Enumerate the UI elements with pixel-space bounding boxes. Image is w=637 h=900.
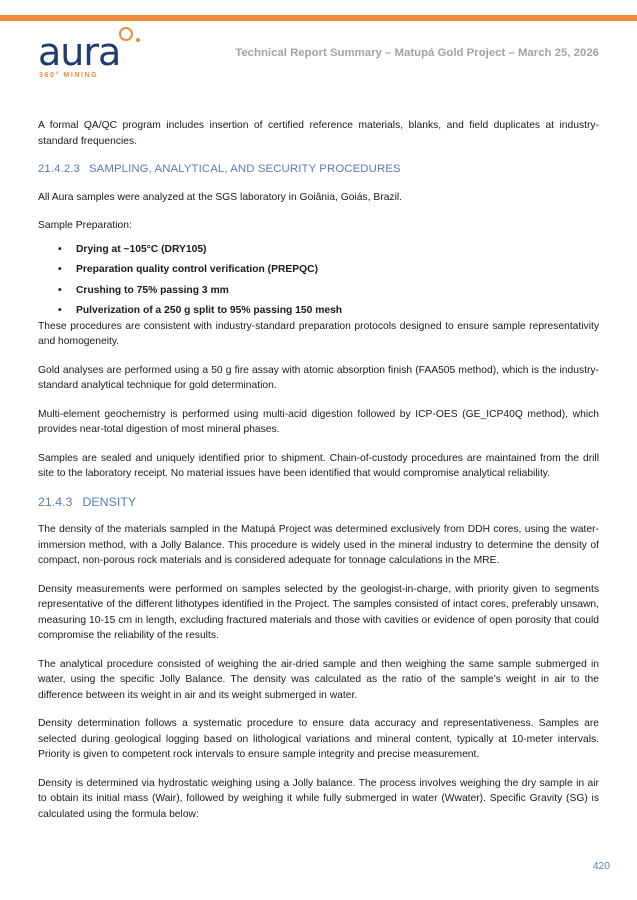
page-number: 420 xyxy=(592,861,610,872)
logo-wordmark: aura xyxy=(38,30,121,74)
header-accent-bar xyxy=(0,15,637,21)
density-paragraph-2: Density measurements were performed on samples selected by the geologist-in-charge, with priority given to segments representative of the different lithotypes identified in the Project. The samples consisted of intact cores, preferably unsawn, measuring 10-15 cm in length, excluding fractured materials and those with cavities or evidence of open porosity that could compromise the reliability of the results. xyxy=(38,583,599,641)
list-item: • Drying at ~105°C (DRY105) xyxy=(58,242,599,258)
sgs-paragraph: All Aura samples were analyzed at the SGS laboratory in Goiânia, Goiás, Brazil. xyxy=(38,191,403,203)
report-header-title: Technical Report Summary – Matupá Gold Project – March 25, 2026 xyxy=(235,47,599,59)
multi-element-paragraph: Multi-element geochemistry is performed using multi-acid digestion followed by ICP-OES (GE_ICP40Q method), which provides near-total digestion of most mineral phases. xyxy=(38,408,599,435)
section-title: SAMPLING, ANALYTICAL, AND SECURITY PROCEDURES xyxy=(88,163,401,175)
density-paragraph-5: Density is determined via hydrostatic weighing using a Jolly balance. The process involves weighing the dry sample in air to obtain its initial mass (Wair), followed by weighing it while fully submerged in water (Wwater). Specific Gravity (SG) is calculated using the formula below: xyxy=(38,777,599,820)
density-paragraph-3: The analytical procedure consisted of weighing the air-dried sample and then weighing the same sample submerged in water, using the specific Jolly Balance. The density was calculated as the ratio of the sample’s weight in air to the difference between its weight in air and its weight submerged in water. xyxy=(38,658,599,701)
logo-ring-icon xyxy=(119,27,133,41)
section-title: DENSITY xyxy=(82,494,137,509)
section-heading-density xyxy=(38,495,599,511)
chain-of-custody-paragraph: Samples are sealed and uniquely identified prior to shipment. Chain-of-custody procedures are maintained from the drill site to the laboratory receipt. No material issues have been identified that would compromise analytical reliability. xyxy=(38,452,599,479)
section-number: 21.4.2.3 xyxy=(38,163,80,175)
sample-preparation-label: Sample Preparation: xyxy=(38,220,132,231)
consistency-paragraph: These procedures are consistent with industry-standard preparation protocols designed to ensure sample representativity and homogeneity. xyxy=(38,320,599,347)
density-paragraph-1: The density of the materials sampled in the Matupá Project was determined exclusively from DDH cores, using the water-immersion method, with a Jolly Balance. This procedure is widely used in the mineral industry to determine the density of compact, non-porous rock materials and is considered adequate for tonnage calculations in the MRE. xyxy=(38,524,599,566)
section-number: 21.4.3 xyxy=(38,494,73,509)
list-item: • Pulverization of a 250 g split to 95% passing 150 mesh xyxy=(58,303,599,319)
gold-analysis-paragraph: Gold analyses are performed using a 50 g fire assay with atomic absorption finish (FAA505 method), which is the industry-standard analytical technique for gold determination. xyxy=(38,364,599,391)
logo-tagline: 360° MINING xyxy=(39,72,99,79)
density-paragraph-4: Density determination follows a systematic procedure to ensure data accuracy and representativeness. Samples are selected during geological logging based on lithological variations and mineral content, typically at 10-meter intervals. Priority is given to competent rock intervals to ensure sample integrity and precise measurement. xyxy=(38,718,599,760)
page-content xyxy=(38,118,599,835)
qaqc-paragraph: A formal QA/QC program includes insertion of certified reference materials, blanks, and field duplicates at industry-standard frequencies. xyxy=(38,120,599,147)
section-heading-sampling xyxy=(38,162,599,178)
list-item: • Preparation quality control verification (PREPQC) xyxy=(58,262,599,278)
list-item: • Crushing to 75% passing 3 mm xyxy=(58,283,599,299)
preparation-list xyxy=(38,242,599,319)
aura-logo xyxy=(38,24,158,84)
logo-dot-icon xyxy=(136,38,140,42)
